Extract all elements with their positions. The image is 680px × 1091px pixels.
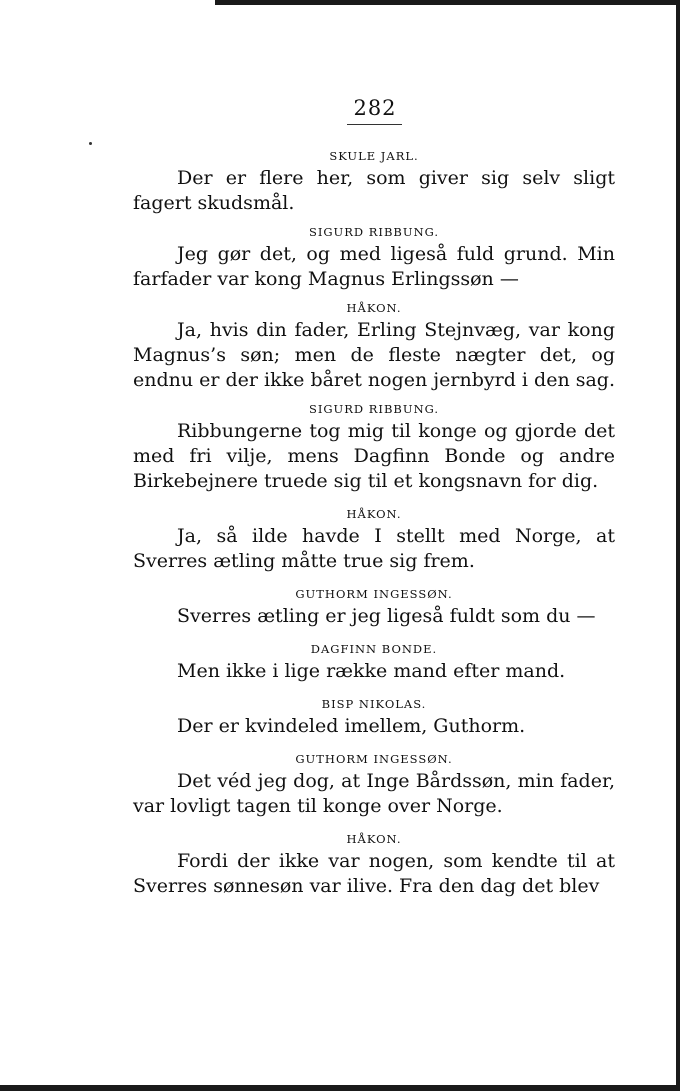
- speech-text: Der er flere her, som giver sig selv sligt fagert skudsmål.: [133, 167, 615, 214]
- speaker-label: BISP NIKOLAS.: [321, 697, 427, 711]
- speaker-label: SKULE JARL.: [329, 149, 419, 163]
- speaker-label: HÅKON.: [346, 832, 402, 846]
- speaker-label: SIGURD RIBBUNG.: [308, 225, 440, 239]
- speech-text: Men ikke i lige række mand efter mand.: [177, 660, 566, 682]
- speaker-label: GUTHORM INGESSØN.: [295, 587, 453, 601]
- scan-speck: [89, 142, 92, 145]
- speaker-label: SIGURD RIBBUNG.: [308, 402, 440, 416]
- scan-border-top: [215, 0, 680, 5]
- speech-text: Det véd jeg dog, at Inge Bårdssøn, min fader, var lovligt tagen til konge over Norge.: [133, 770, 615, 817]
- speech-text: Ribbungerne tog mig til konge og gjorde det med fri vilje, mens Dagfinn Bonde og andre Birkebejnere truede sig til et kongsnavn for dig.: [133, 420, 615, 492]
- speaker-label: HÅKON.: [346, 507, 402, 521]
- speech-text: Der er kvindeled imellem, Guthorm.: [177, 715, 526, 737]
- speech-text: Ja, så ilde havde I stellt med Norge, at Sverres ætling måtte true sig frem.: [133, 525, 615, 572]
- speech-text: Fordi der ikke var nogen, som kendte til at Sverres sønnesøn var ilive. Fra den dag det blev: [133, 850, 615, 897]
- dialogue-block: [133, 146, 615, 899]
- speech-text: Sverres ætling er jeg ligeså fuldt som du —: [177, 605, 596, 627]
- speaker-label: GUTHORM INGESSØN.: [295, 752, 453, 766]
- page-number: 282: [353, 96, 397, 120]
- speaker-label: DAGFINN BONDE.: [310, 642, 438, 656]
- scan-border-right: [676, 0, 680, 1091]
- speech-text: Ja, hvis din fader, Erling Stejnvæg, var kong Magnus’s søn; men de fleste nægter det, og endnu er der ikke båret nogen jernbyrd i den sag.: [133, 319, 616, 391]
- page-number-rule: [347, 124, 402, 125]
- scan-border-bottom: [0, 1085, 680, 1091]
- speaker-label: HÅKON.: [346, 301, 402, 315]
- speech-text: Jeg gør det, og med ligeså fuld grund. Min farfader var kong Magnus Erlingssøn —: [133, 243, 615, 290]
